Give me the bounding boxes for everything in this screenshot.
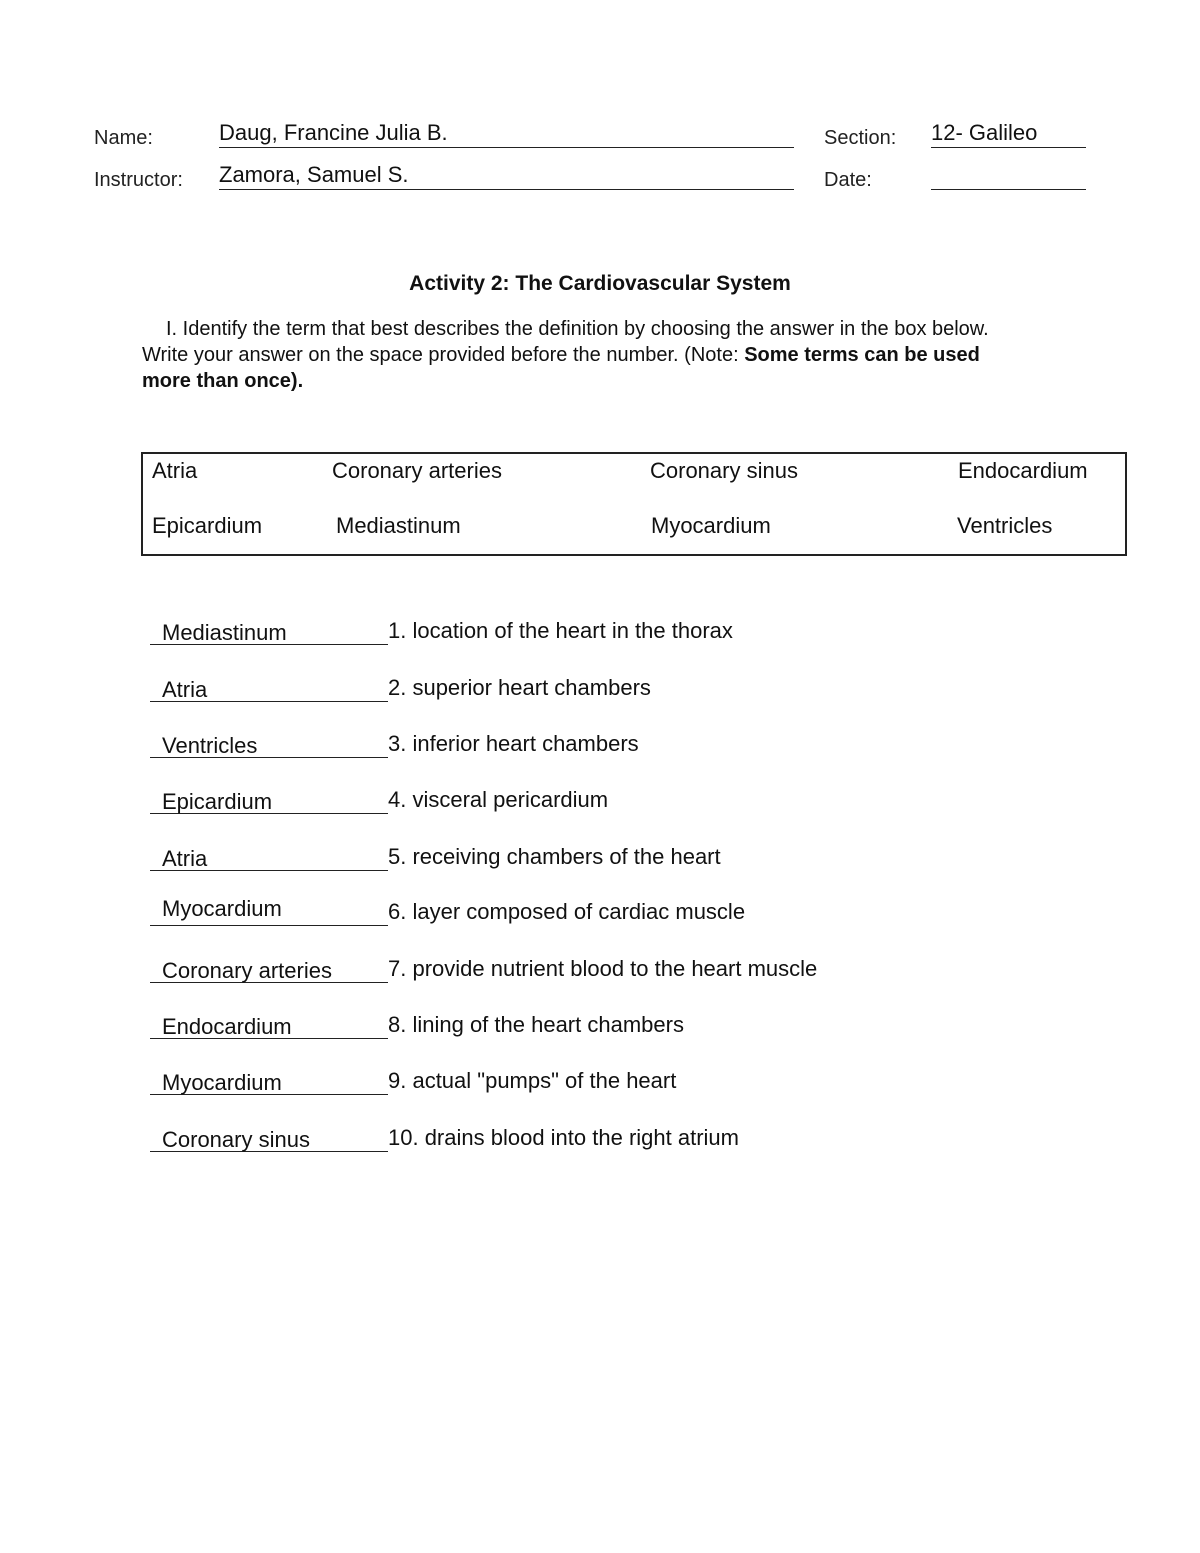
term-atria: Atria	[152, 458, 198, 483]
answer-text: Atria	[162, 846, 208, 871]
definition-text: 2. superior heart chambers	[388, 675, 651, 700]
definition-text: 10. drains blood into the right atrium	[388, 1125, 739, 1150]
definition-text: 8. lining of the heart chambers	[388, 1012, 684, 1037]
name-field[interactable]: Daug, Francine Julia B.	[219, 120, 448, 145]
answer-text: Ventricles	[162, 733, 258, 758]
term-coronary-arteries: Coronary arteries	[332, 458, 502, 483]
answer-text: Coronary sinus	[162, 1127, 310, 1152]
term-ventricles: Ventricles	[957, 513, 1053, 538]
answer-text: Endocardium	[162, 1014, 292, 1039]
instructions-line-2-bold: Some terms can be used	[744, 344, 980, 366]
instructions-line-1: I. Identify the term that best describes the definition by choosing the answer in the box below.	[166, 318, 989, 340]
definition-text: 6. layer composed of cardiac muscle	[388, 899, 746, 924]
term-epicardium: Epicardium	[152, 513, 263, 538]
instructions-line-2-text: Write your answer on the space provided before the number. (Note:	[142, 344, 745, 366]
answer-text: Coronary arteries	[162, 958, 332, 983]
term-mediastinum: Mediastinum	[336, 513, 461, 538]
term-box	[141, 452, 1127, 556]
instructor-label: Instructor:	[94, 169, 183, 191]
definition-text: 4. visceral pericardium	[388, 787, 609, 812]
term-endocardium: Endocardium	[958, 458, 1088, 483]
instructor-underline	[219, 189, 794, 190]
activity-title: Activity 2: The Cardiovascular System	[409, 272, 791, 295]
definition-text: 9. actual "pumps" of the heart	[388, 1068, 677, 1093]
answer-text: Myocardium	[162, 896, 282, 921]
date-label: Date:	[824, 169, 872, 191]
name-label: Name:	[94, 127, 153, 149]
instructions-line-3	[142, 368, 1102, 394]
date-underline	[931, 189, 1086, 190]
term-coronary-sinus: Coronary sinus	[650, 458, 798, 483]
definition-text: 1. location of the heart in the thorax	[388, 618, 733, 643]
instructions-line-3-bold: more than once).	[142, 370, 304, 392]
instructor-field[interactable]: Zamora, Samuel S.	[219, 162, 409, 187]
answer-text: Atria	[162, 677, 208, 702]
section-underline	[931, 147, 1086, 148]
definition-text: 7. provide nutrient blood to the heart muscle	[388, 956, 818, 981]
definition-text: 5. receiving chambers of the heart	[388, 844, 721, 869]
instructions-line-2	[142, 342, 1102, 368]
section-field[interactable]: 12- Galileo	[931, 120, 1038, 145]
definition-text: 3. inferior heart chambers	[388, 731, 639, 756]
answer-text: Mediastinum	[162, 620, 287, 645]
instructions	[142, 316, 1102, 394]
term-myocardium: Myocardium	[651, 513, 771, 538]
answer-text: Myocardium	[162, 1070, 282, 1095]
answer-text: Epicardium	[162, 789, 273, 814]
section-label: Section:	[824, 127, 897, 149]
name-underline	[219, 147, 794, 148]
